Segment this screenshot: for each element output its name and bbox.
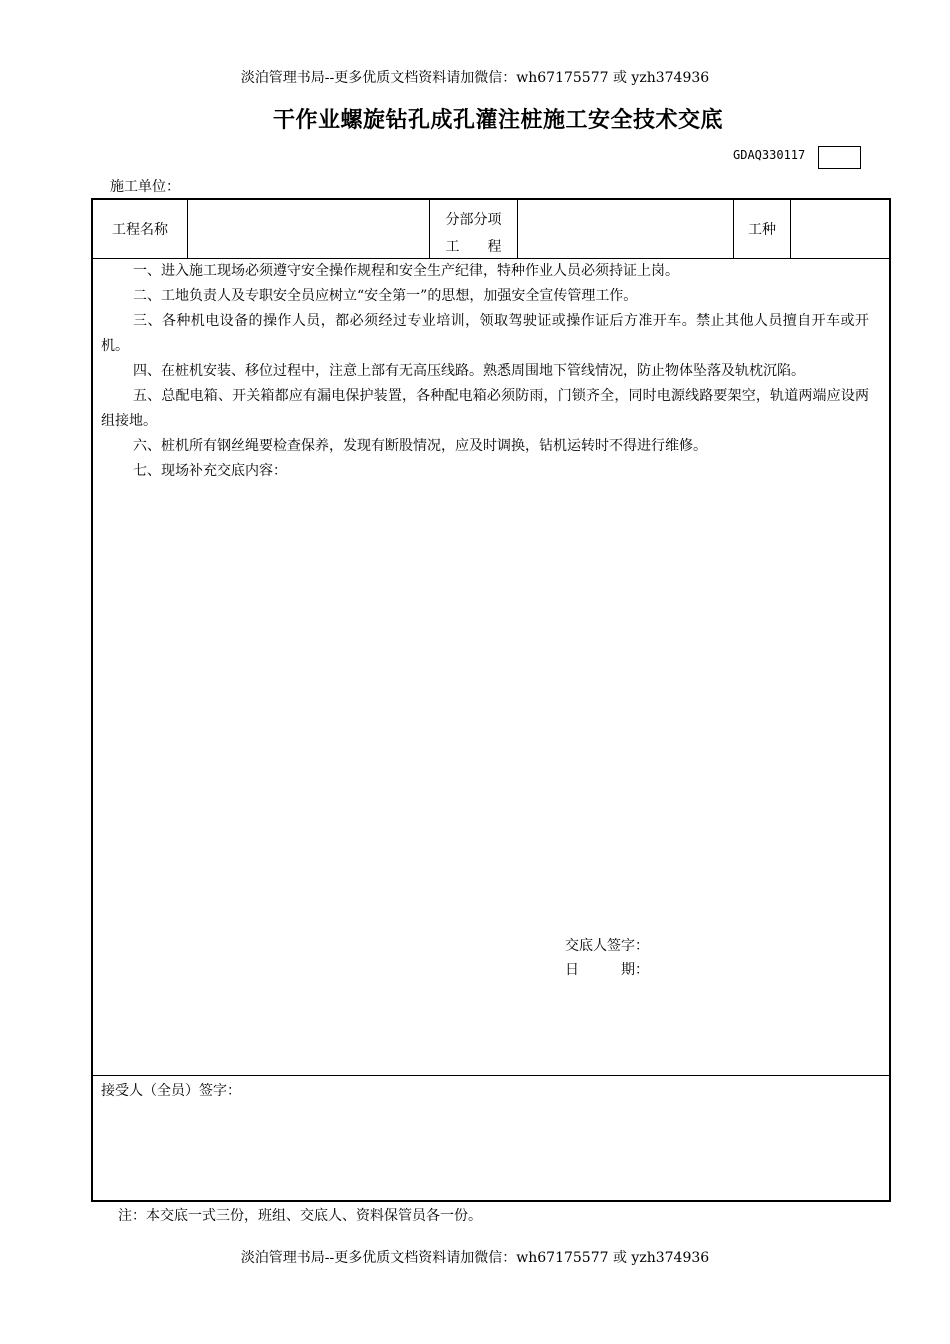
item-2: 二、工地负责人及专职安全员应树立“安全第一”的思想，加强安全宣传管理工作。 xyxy=(133,288,638,304)
document-title: 干作业螺旋钻孔成孔灌注桩施工安全技术交底 xyxy=(272,108,723,133)
construction-unit-label: 施工单位： xyxy=(110,179,180,195)
sub-project-value-cell xyxy=(518,200,734,258)
footer-note: 注：本交底一式三份，班组、交底人、资料保管员各一份。 xyxy=(118,1208,482,1224)
item-5: 五、总配电箱、开关箱都应有漏电保护装置，各种配电箱必须防雨，门锁齐全，同时电源线路要架空，轨道两端应设两组接地。 xyxy=(101,388,869,429)
item-3: 三、各种机电设备的操作人员，都必须经过专业培训，领取驾驶证或操作证后方准开车。禁止其他人员擅自开车或开机。 xyxy=(101,313,869,354)
header-watermark-text: 淡泊管理书局--更多优质文档资料请加微信：wh67175577 或 yzh374936 xyxy=(240,70,710,86)
document-code: GDAQ330117 xyxy=(733,148,806,162)
disclosure-content xyxy=(93,259,889,1076)
date-label: 日 期： xyxy=(565,962,649,978)
project-name-value-cell xyxy=(188,200,430,258)
work-type-value-cell xyxy=(791,200,889,258)
item-6: 六、桩机所有钢丝绳要检查保养，发现有断股情况，应及时调换，钻机运转时不得进行维修。 xyxy=(133,438,707,454)
item-1: 一、进入施工现场必须遵守安全操作规程和安全生产纪律，特种作业人员必须持证上岗。 xyxy=(133,263,679,279)
sub-project-label-line1: 分部分项 xyxy=(445,212,502,228)
project-name-label-cell xyxy=(93,200,188,258)
work-type-label: 工种 xyxy=(748,222,776,238)
footer-watermark-text: 淡泊管理书局--更多优质文档资料请加微信：wh67175577 或 yzh374936 xyxy=(240,1250,710,1266)
signer-label: 交底人签字： xyxy=(565,938,649,954)
item-4: 四、在桩机安装、移位过程中，注意上部有无高压线路。熟悉周围地下管线情况，防止物体坠落及轨枕沉陷。 xyxy=(133,363,805,379)
code-box xyxy=(818,146,861,169)
sub-project-label-line2: 工 程 xyxy=(445,239,502,255)
disclosure-form xyxy=(91,198,891,1202)
work-type-label-cell xyxy=(734,200,791,258)
project-name-label: 工程名称 xyxy=(112,222,168,238)
receiver-signature-label: 接受人（全员）签字： xyxy=(101,1083,241,1099)
item-7: 七、现场补充交底内容： xyxy=(133,463,287,479)
sub-project-label-cell xyxy=(430,200,518,258)
form-header-row xyxy=(93,200,889,259)
